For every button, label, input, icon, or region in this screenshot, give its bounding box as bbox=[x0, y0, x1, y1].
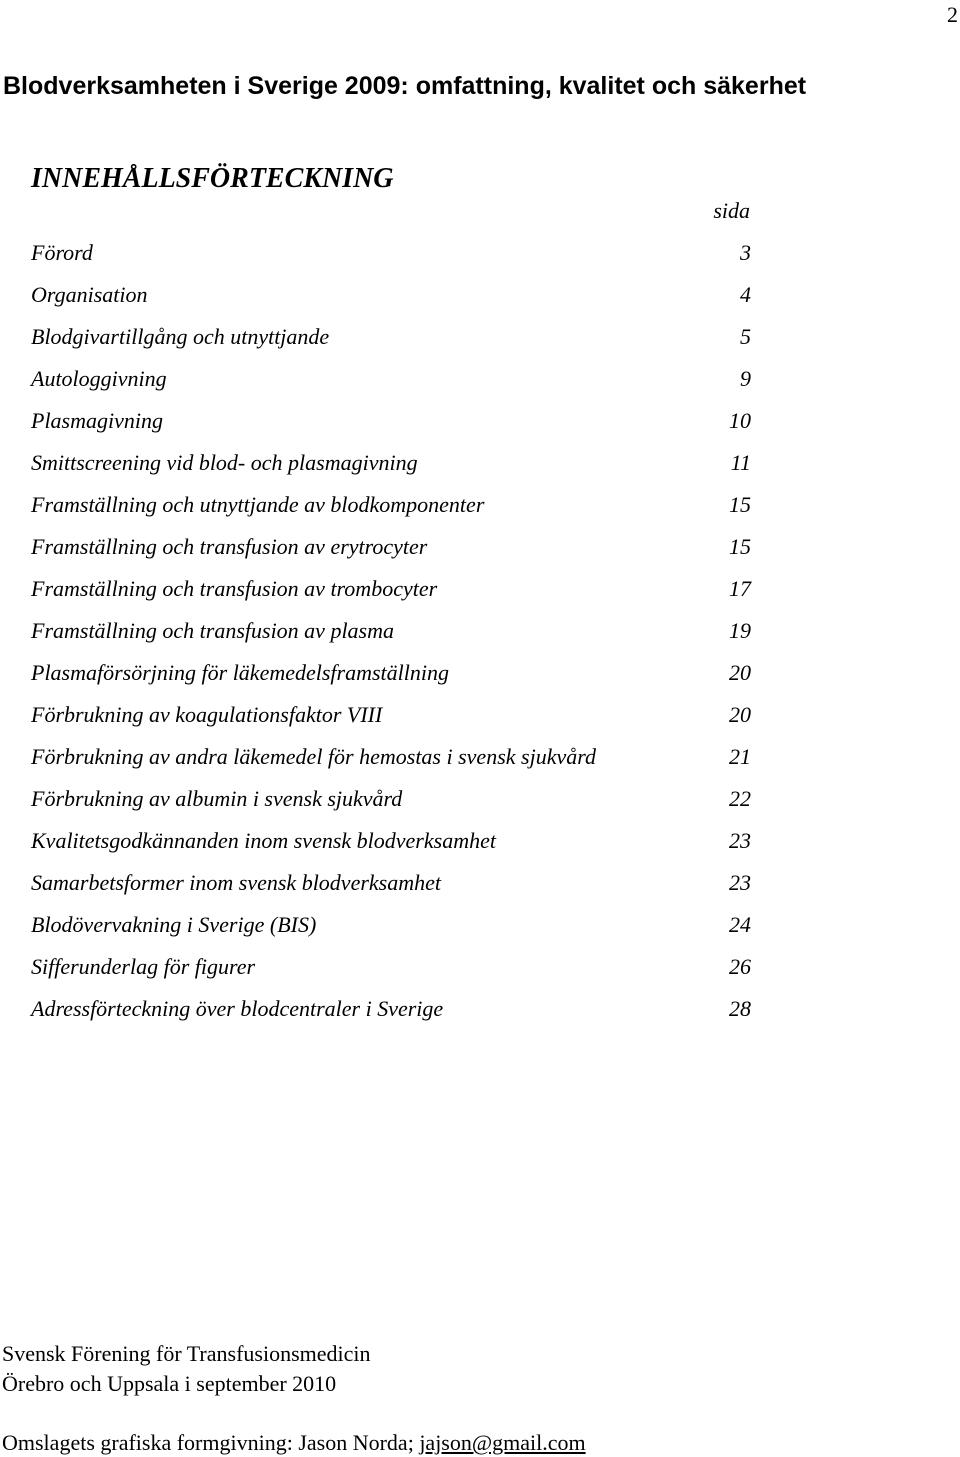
toc-entry-title: Organisation bbox=[31, 282, 148, 307]
toc-entry bbox=[31, 826, 751, 868]
toc-entry-title: Plasmagivning bbox=[31, 408, 163, 433]
toc-entry-page-number: 20 bbox=[729, 702, 751, 727]
toc-entry bbox=[31, 322, 751, 364]
table-of-contents bbox=[31, 238, 751, 1036]
footer-place-date: Örebro och Uppsala i september 2010 bbox=[2, 1371, 337, 1396]
toc-entry-title: Förbrukning av albumin i svensk sjukvård bbox=[31, 786, 403, 811]
toc-entry-page-number: 17 bbox=[729, 576, 751, 601]
toc-entry-page-number: 3 bbox=[740, 240, 751, 265]
toc-entry-page-number: 15 bbox=[729, 492, 751, 517]
toc-entry-page-number: 4 bbox=[740, 282, 751, 307]
toc-entry bbox=[31, 616, 751, 658]
toc-page-column-label: sida bbox=[713, 198, 750, 223]
toc-entry-title: Sifferunderlag för figurer bbox=[31, 954, 256, 979]
footer-credit bbox=[2, 1429, 586, 1457]
toc-entry-title: Framställning och transfusion av plasma bbox=[31, 618, 395, 643]
footer-organization: Svensk Förening för Transfusionsmedicin bbox=[2, 1341, 371, 1366]
document-title: Blodverksamheten i Sverige 2009: omfattning, kvalitet och säkerhet bbox=[3, 72, 807, 100]
toc-entry bbox=[31, 532, 751, 574]
toc-entry-title: Förord bbox=[31, 240, 93, 265]
toc-entry bbox=[31, 574, 751, 616]
toc-entry bbox=[31, 868, 751, 910]
toc-entry-page-number: 15 bbox=[729, 534, 751, 559]
footer-email-link[interactable]: jajson@gmail.com bbox=[419, 1430, 586, 1455]
toc-entry-page-number: 5 bbox=[740, 324, 751, 349]
page-number: 2 bbox=[947, 2, 958, 27]
toc-entry-title: Adressförteckning över blodcentraler i Sverige bbox=[31, 996, 444, 1021]
toc-entry-title: Samarbetsformer inom svensk blodverksamhet bbox=[31, 870, 441, 895]
toc-entry-title: Blodgivartillgång och utnyttjande bbox=[31, 324, 330, 349]
toc-entry-page-number: 10 bbox=[729, 408, 751, 433]
toc-entry-title: Smittscreening vid blod- och plasmagivning bbox=[31, 450, 418, 475]
toc-entry-page-number: 19 bbox=[729, 618, 751, 643]
toc-entry-title: Blodövervakning i Sverige (BIS) bbox=[31, 912, 317, 937]
toc-entry-page-number: 24 bbox=[729, 912, 751, 937]
toc-entry bbox=[31, 406, 751, 448]
toc-entry-title: Autologgivning bbox=[31, 366, 167, 391]
toc-entry bbox=[31, 448, 751, 490]
toc-entry bbox=[31, 490, 751, 532]
toc-entry bbox=[31, 910, 751, 952]
toc-entry bbox=[31, 658, 751, 700]
toc-entry-page-number: 26 bbox=[729, 954, 751, 979]
toc-entry bbox=[31, 784, 751, 826]
toc-entry-title: Framställning och transfusion av erytrocyter bbox=[31, 534, 428, 559]
toc-heading: INNEHÅLLSFÖRTECKNING bbox=[31, 163, 394, 194]
toc-entry-title: Framställning och transfusion av trombocyter bbox=[31, 576, 438, 601]
toc-entry bbox=[31, 364, 751, 406]
toc-entry-title: Förbrukning av andra läkemedel för hemostas i svensk sjukvård bbox=[31, 744, 596, 769]
toc-entry-title: Kvalitetsgodkännanden inom svensk blodverksamhet bbox=[31, 828, 496, 853]
toc-entry bbox=[31, 994, 751, 1036]
toc-entry-title: Framställning och utnyttjande av blodkomponenter bbox=[31, 492, 485, 517]
toc-entry bbox=[31, 952, 751, 994]
toc-entry-page-number: 23 bbox=[729, 828, 751, 853]
toc-entry-page-number: 22 bbox=[729, 786, 751, 811]
toc-entry bbox=[31, 700, 751, 742]
toc-entry-title: Förbrukning av koagulationsfaktor VIII bbox=[31, 702, 383, 727]
toc-entry-page-number: 21 bbox=[729, 744, 751, 769]
footer-credit-text: Omslagets grafiska formgivning: Jason Norda; bbox=[2, 1430, 420, 1455]
toc-entry-page-number: 23 bbox=[729, 870, 751, 895]
toc-entry-page-number: 9 bbox=[740, 366, 751, 391]
toc-entry bbox=[31, 742, 751, 784]
toc-entry bbox=[31, 280, 751, 322]
toc-entry bbox=[31, 238, 751, 280]
toc-entry-page-number: 20 bbox=[729, 660, 751, 685]
toc-entry-page-number: 28 bbox=[729, 996, 751, 1021]
toc-entry-page-number: 11 bbox=[730, 450, 751, 475]
toc-entry-title: Plasmaförsörjning för läkemedelsframställning bbox=[31, 660, 449, 685]
